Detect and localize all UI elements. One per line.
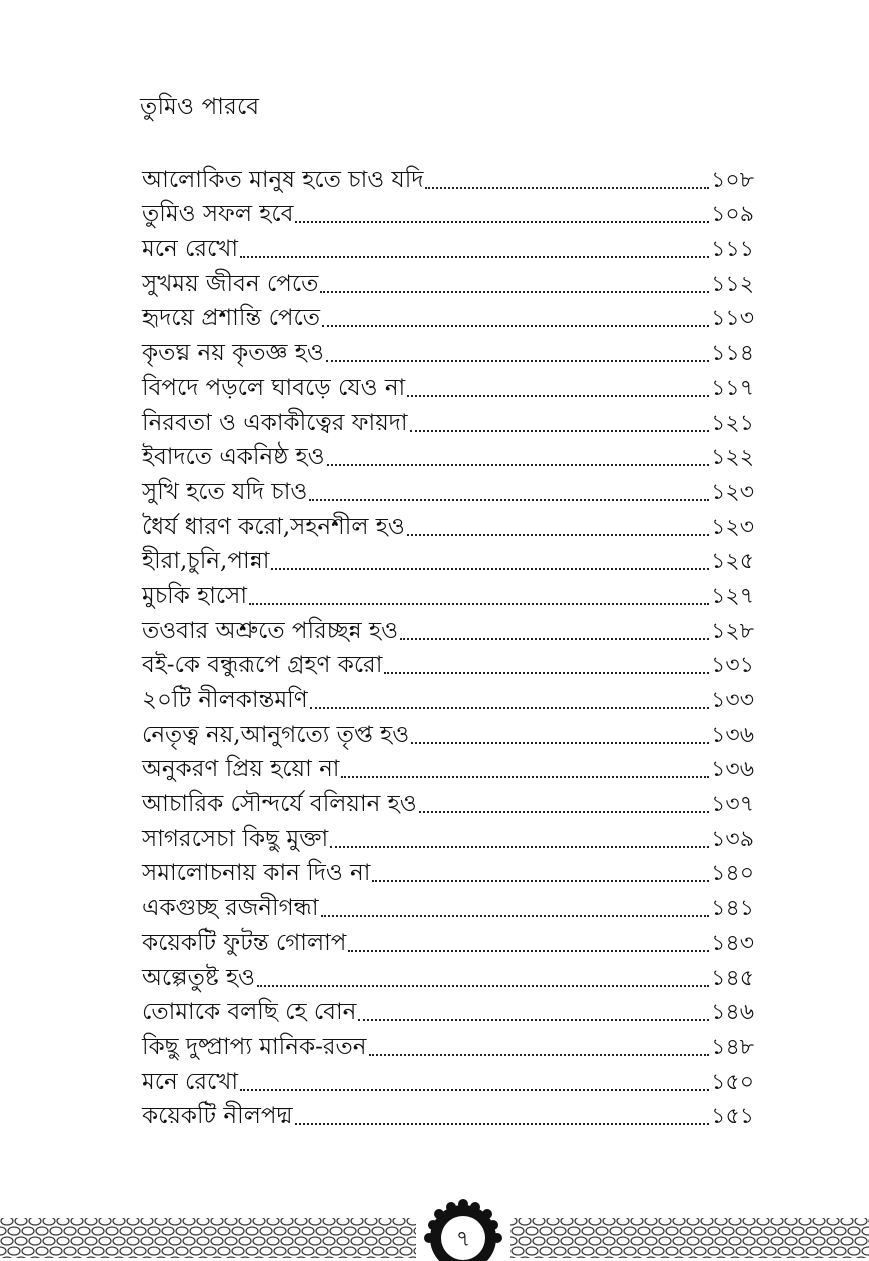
toc-entry-page: ১২৩ — [711, 479, 754, 505]
dot-leader — [320, 291, 709, 293]
toc-entry — [142, 955, 754, 990]
dot-leader — [321, 915, 710, 917]
dot-leader — [348, 950, 709, 952]
toc-entry-page: ১৪৩ — [711, 930, 754, 956]
toc-entry-page: ১৪৫ — [711, 965, 754, 991]
dot-leader — [309, 499, 709, 501]
toc-entry — [142, 296, 754, 331]
toc-entry — [142, 330, 754, 365]
toc-entry-page: ১৪৮ — [711, 1034, 754, 1060]
toc-entry-title: কয়েকটি নীলপদ্ম — [142, 1103, 293, 1130]
toc-entry — [142, 192, 754, 227]
page-number-medallion — [424, 1199, 502, 1261]
toc-entry-page: ১২১ — [711, 410, 754, 436]
toc-entry-page: ১৩১ — [711, 653, 754, 679]
toc-entry-page: ১১১ — [711, 237, 754, 263]
toc-entry — [142, 885, 754, 920]
toc-entry — [142, 504, 754, 539]
dot-leader — [240, 256, 709, 258]
dot-leader — [322, 325, 709, 327]
toc-entry-page: ১২৫ — [711, 549, 754, 575]
toc-entry-title: ২০টি নীলকান্তমণি — [142, 687, 308, 713]
toc-entry-page: ১৪০ — [711, 861, 754, 887]
toc-entry-title: হীরা,চুনি,পান্না — [142, 548, 270, 575]
toc-entry-title: কয়েকটি ফুটন্ত গোলাপ — [142, 929, 347, 956]
dot-leader — [327, 464, 710, 466]
toc-entry-page: ১২২ — [711, 445, 754, 471]
toc-entry-title: সাগরসেচা কিছু মুক্তা — [142, 825, 329, 852]
toc-entry-title: মনে রেখো — [142, 236, 239, 263]
toc-entry-title: বই-কে বন্ধুরূপে গ্রহণ করো — [142, 652, 383, 679]
toc-entry-page: ১১২ — [711, 271, 754, 297]
toc-entry-title: অল্পেতুষ্ট হও — [142, 964, 255, 991]
running-head: তুমিও পারবে — [140, 94, 260, 120]
toc-entry — [142, 1094, 754, 1129]
toc-entry-page: ১২৭ — [711, 583, 754, 609]
toc-entry-title: মুচকি হাসো — [142, 582, 248, 609]
toc-entry-title: ধৈর্য ধারণ করো,সহনশীল হও — [142, 513, 405, 540]
dot-leader — [326, 360, 709, 362]
toc-entry — [142, 435, 754, 470]
toc-entry-page: ১১৭ — [711, 375, 754, 401]
toc-entry-title: হৃদয়ে প্রশান্তি পেতে — [142, 305, 321, 332]
toc-entry-page: ১৩৩ — [711, 688, 754, 713]
toc-entry-page: ১৫১ — [711, 1104, 754, 1130]
toc-entry — [142, 677, 754, 712]
toc-entry — [142, 1059, 754, 1094]
toc-entry-page: ১২৮ — [711, 618, 754, 644]
toc-entry — [142, 747, 754, 782]
dot-leader — [425, 187, 709, 189]
toc-entry — [142, 851, 754, 886]
dot-leader — [330, 846, 709, 848]
dot-leader — [310, 707, 709, 709]
toc-entry — [142, 816, 754, 851]
toc-entry-page: ১৩৯ — [711, 826, 754, 852]
dot-leader — [271, 568, 709, 570]
toc-entry — [142, 365, 754, 400]
dot-leader — [341, 776, 709, 778]
toc-entry — [142, 400, 754, 435]
toc-entry-title: আচারিক সৌন্দর্যে বলিয়ান হও — [142, 791, 417, 818]
toc-entry-title: আলোকিত মানুষ হতে চাও যদি — [142, 166, 424, 193]
dot-leader — [295, 221, 709, 223]
toc-entry-title: বিপদে পড়লে ঘাবড়ে যেও না — [142, 374, 406, 401]
toc-entry-page: ১৪৬ — [711, 1000, 754, 1026]
dot-leader — [411, 742, 709, 744]
toc-entry-title: ইবাদতে একনিষ্ঠ হও — [142, 444, 325, 471]
dot-leader — [410, 430, 710, 432]
dot-leader — [384, 672, 709, 674]
toc-entry-title: কিছু দুষ্প্রাপ্য মানিক-রতন — [142, 1033, 367, 1060]
toc-entry-page: ১১৩ — [711, 306, 754, 332]
toc-entry-page: ১০৯ — [711, 202, 754, 228]
toc-entry-title: অনুকরণ প্রিয় হয়ো না — [142, 756, 340, 783]
dot-leader — [257, 985, 709, 987]
toc-entry — [142, 1024, 754, 1059]
toc-entry — [142, 712, 754, 747]
footer-ornament — [0, 1196, 869, 1261]
toc-entry-page: ১৪১ — [711, 896, 754, 922]
dot-leader — [240, 1089, 709, 1091]
toc-entry-page: ১১৪ — [711, 341, 754, 367]
toc-entry-page: ১২৩ — [711, 514, 754, 540]
toc-entry-title: তুমিও সফল হবে — [142, 201, 294, 228]
toc-entry-title: কৃতঘ্ন নয় কৃতজ্ঞ হও — [142, 340, 324, 367]
toc-entry-title: সমালোচনায় কান দিও না — [142, 860, 371, 887]
dot-leader — [400, 638, 709, 640]
toc-entry-page: ১৩৬ — [711, 722, 754, 748]
dot-leader — [295, 1123, 710, 1125]
toc-entry — [142, 608, 754, 643]
toc-entry — [142, 157, 754, 192]
dot-leader — [358, 1019, 709, 1021]
toc-entry-page: ১০৮ — [711, 167, 754, 193]
table-of-contents — [142, 157, 754, 1128]
toc-entry — [142, 261, 754, 296]
toc-entry-title: তোমাকে বলছি হে বোন — [142, 999, 357, 1026]
toc-entry-title: সুখময় জীবন পেতে — [142, 270, 319, 297]
toc-entry — [142, 781, 754, 816]
toc-entry — [142, 469, 754, 504]
toc-entry — [142, 539, 754, 574]
toc-entry — [142, 920, 754, 955]
toc-entry — [142, 573, 754, 608]
dot-leader — [249, 603, 709, 605]
page-number: ৭ — [455, 1227, 471, 1252]
toc-entry-page: ১৩৬ — [711, 757, 754, 783]
toc-entry-title: নিরবতা ও একাকীত্বের ফায়দা — [142, 409, 408, 436]
dot-leader — [372, 880, 709, 882]
toc-entry — [142, 643, 754, 678]
toc-entry-title: সুখি হতে যদি চাও — [142, 478, 308, 505]
toc-entry-page: ১৩৭ — [711, 792, 754, 818]
toc-entry — [142, 226, 754, 261]
toc-entry-page: ১৫০ — [711, 1069, 754, 1095]
toc-entry-title: নেতৃত্ব নয়,আনুগত্যে তৃপ্ত হও — [142, 721, 410, 748]
dot-leader — [419, 811, 709, 813]
toc-entry-title: মনে রেখো — [142, 1068, 239, 1095]
toc-entry-title: একগুচ্ছ রজনীগন্ধা — [142, 895, 319, 922]
dot-leader — [407, 534, 709, 536]
dot-leader — [407, 395, 709, 397]
toc-entry — [142, 990, 754, 1025]
dot-leader — [369, 1054, 710, 1056]
toc-entry-title: তওবার অশ্রুতে পরিচ্ছন্ন হও — [142, 617, 399, 644]
